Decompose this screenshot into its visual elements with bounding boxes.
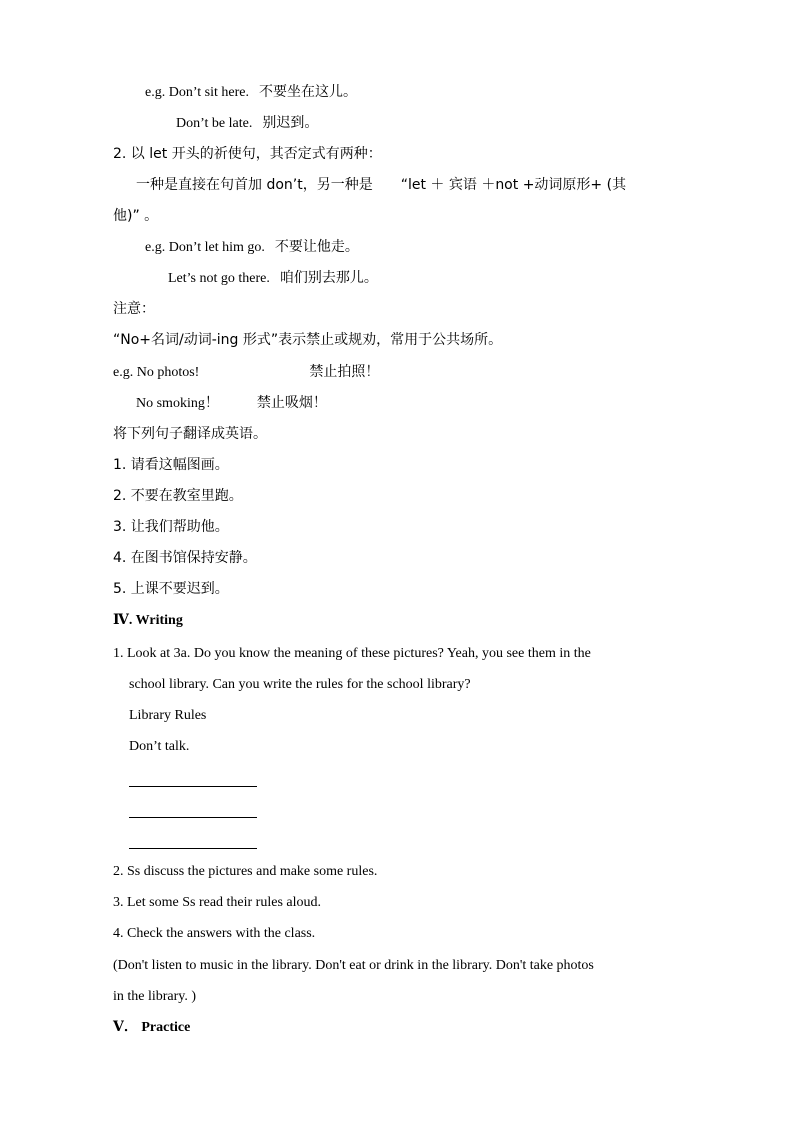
exercise-item: 3. 让我们帮助他。 xyxy=(113,519,229,535)
rule-heading: 2. 以 let 开头的祈使句，其否定式有两种： xyxy=(113,146,382,162)
section-heading-practice: Ⅴ． Practice xyxy=(113,1020,191,1035)
rule-text: 他)” 。 xyxy=(113,208,159,224)
exercise-item: 5. 上课不要迟到。 xyxy=(113,581,229,597)
note-label: 注意： xyxy=(113,301,155,317)
exercise-item: 1. 请看这幅图画。 xyxy=(113,457,229,473)
exercise-instruction: 将下列句子翻译成英语。 xyxy=(113,426,267,442)
answer-text: (Don't listen to music in the library. Don't eat or drink in the library. Don't take photos xyxy=(113,958,594,973)
example-line: Let’s not go there. 咱们别去那儿。 xyxy=(168,270,378,286)
rule-text: 一种是直接在句首加 don’t，另一种是 “let ＋ 宾语 ＋not +动词原形+ (其 xyxy=(136,177,627,193)
exercise-item: 2. 不要在教室里跑。 xyxy=(113,488,243,504)
rules-title: Library Rules xyxy=(129,708,207,723)
example-line: e.g. Don’t sit here. 不要坐在这儿。 xyxy=(145,84,357,100)
answer-text: in the library. ) xyxy=(113,989,197,1004)
answer-blank-line[interactable] xyxy=(129,817,257,818)
step-item: 1. Look at 3a. Do you know the meaning of these pictures? Yeah, you see them in the xyxy=(113,646,591,661)
example-line: e.g. No photos! 禁止拍照！ xyxy=(113,364,380,380)
exercise-item: 4. 在图书馆保持安静。 xyxy=(113,550,257,566)
section-heading-writing: Ⅳ. Writing xyxy=(113,613,183,628)
answer-blank-line[interactable] xyxy=(129,848,257,849)
example-line: Don’t be late. 别迟到。 xyxy=(176,115,319,131)
step-item: 4. Check the answers with the class. xyxy=(113,926,316,941)
step-item: 3. Let some Ss read their rules aloud. xyxy=(113,895,322,910)
example-line: e.g. Don’t let him go. 不要让他走。 xyxy=(145,239,359,255)
answer-blank-line[interactable] xyxy=(129,786,257,787)
note-text: “No+名词/动词-ing 形式”表示禁止或规劝，常用于公共场所。 xyxy=(113,332,503,348)
rule-item: Don’t talk. xyxy=(129,739,190,754)
step-item: school library. Can you write the rules for the school library? xyxy=(129,677,471,692)
example-line: No smoking！ 禁止吸烟！ xyxy=(136,395,327,411)
step-item: 2. Ss discuss the pictures and make some rules. xyxy=(113,864,378,879)
